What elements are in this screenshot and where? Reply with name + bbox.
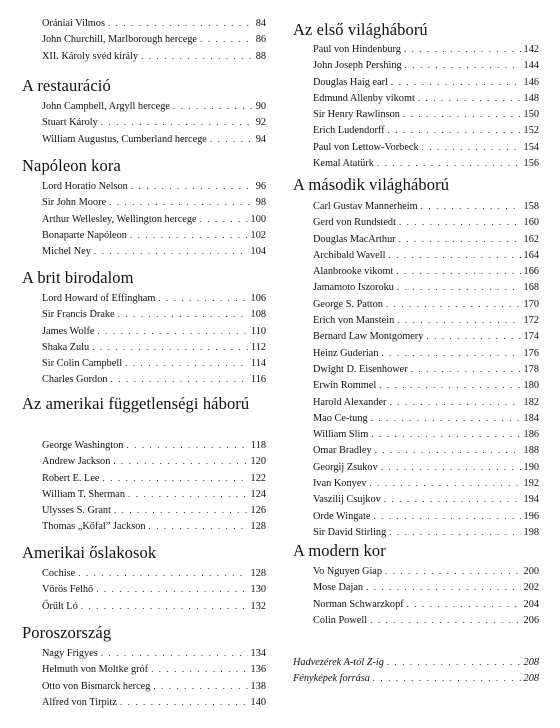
dot-leader	[389, 524, 520, 540]
toc-entry[interactable]	[293, 670, 539, 686]
entry-page-number: 146	[523, 76, 539, 88]
toc-entry[interactable]	[313, 612, 539, 628]
entry-page-number: 192	[523, 478, 539, 490]
toc-entry[interactable]	[313, 231, 539, 247]
toc-entry[interactable]	[42, 486, 266, 502]
section-title-a-restauracio: A restauráció	[22, 76, 111, 95]
toc-entry[interactable]	[313, 74, 539, 90]
dot-leader	[403, 106, 521, 122]
toc-entry[interactable]	[42, 598, 266, 614]
entry-name: Douglas MacArthur	[313, 233, 396, 245]
toc-entry[interactable]	[313, 524, 539, 540]
entry-name: Edmund Allenby vikomt	[313, 92, 415, 104]
dot-leader	[373, 508, 520, 524]
dot-leader	[397, 279, 521, 295]
dot-leader	[94, 243, 248, 259]
entry-page-number: 164	[523, 249, 539, 261]
entry-page-number: 208	[523, 673, 539, 685]
toc-entry[interactable]	[42, 661, 266, 677]
dot-leader	[97, 323, 247, 339]
entry-page-number: 172	[523, 315, 539, 327]
toc-entry[interactable]	[313, 57, 539, 73]
toc-entry[interactable]	[42, 453, 266, 469]
toc-entry[interactable]	[42, 518, 266, 534]
dot-leader	[113, 453, 247, 469]
dot-leader	[373, 670, 521, 686]
dot-leader	[173, 98, 253, 114]
dot-leader	[96, 581, 247, 597]
dot-leader	[371, 426, 520, 442]
entry-name: Dwight D. Eisenhower	[313, 363, 408, 375]
dot-leader	[130, 227, 248, 243]
entry-name: John Joseph Pershing	[313, 60, 402, 72]
dot-leader	[109, 194, 253, 210]
toc-entry[interactable]	[313, 361, 539, 377]
dot-leader	[418, 90, 521, 106]
entry-name: Harold Alexander	[313, 396, 387, 408]
entry-page-number: 140	[250, 696, 266, 708]
entry-name: Arthur Wellesley, Wellington hercege	[42, 213, 197, 225]
entry-page-number: 190	[523, 461, 539, 473]
entry-name: Charles Gordon	[42, 374, 108, 386]
toc-entry[interactable]	[313, 214, 539, 230]
dot-leader	[389, 394, 520, 410]
entry-name: Stuart Károly	[42, 117, 98, 129]
entry-page-number: 98	[255, 197, 266, 209]
dot-leader	[399, 231, 521, 247]
dot-leader	[387, 654, 521, 670]
dot-leader	[411, 361, 521, 377]
entry-name: George Washington	[42, 440, 124, 451]
dot-leader	[81, 598, 248, 614]
entry-page-number: 92	[255, 117, 266, 129]
dot-leader	[126, 437, 247, 453]
entry-name: Cochise	[42, 568, 76, 579]
dot-leader	[108, 15, 253, 31]
dot-leader	[118, 306, 248, 322]
dot-leader	[407, 596, 521, 612]
entry-name: Douglas Haig earl	[313, 76, 388, 88]
toc-entry[interactable]	[313, 459, 539, 475]
dot-leader	[404, 41, 521, 57]
dot-leader	[101, 114, 253, 130]
entry-name: Paul von Hindenburg	[313, 44, 401, 55]
dot-leader	[149, 518, 248, 534]
toc-entry[interactable]	[313, 475, 539, 491]
entry-name: Paul von Lettow-Vorbeck	[313, 141, 419, 153]
toc-entry[interactable]	[313, 296, 539, 312]
dot-leader	[381, 459, 521, 475]
dot-leader	[200, 31, 253, 47]
entry-name: Otto von Bismarck herceg	[42, 680, 151, 692]
toc-entry[interactable]	[313, 155, 539, 171]
toc-entry[interactable]	[313, 247, 539, 263]
entry-name: Lord Howard of Effingham	[42, 293, 156, 304]
dot-leader	[388, 122, 521, 138]
toc-entry[interactable]	[42, 306, 266, 322]
entry-name: Norman Schwarzkopf	[313, 598, 404, 610]
entry-name: Sir Francis Drake	[42, 309, 115, 321]
entry-name: Helmuth von Moltke gróf	[42, 664, 149, 676]
toc-entry[interactable]	[42, 355, 266, 371]
entry-page-number: 194	[523, 494, 539, 506]
toc-entry[interactable]	[42, 323, 266, 339]
toc-entry[interactable]	[42, 645, 266, 661]
entry-page-number: 136	[250, 664, 266, 676]
entry-page-number: 200	[523, 566, 539, 577]
section-title-a-modern-kor: A modern kor	[293, 541, 386, 560]
dot-leader	[102, 470, 247, 486]
entry-page-number: 96	[255, 181, 266, 192]
entry-page-number: 104	[250, 246, 266, 258]
dot-leader	[388, 247, 520, 263]
dot-leader	[153, 678, 247, 694]
entry-name: Archibald Wavell	[313, 249, 386, 261]
entry-page-number: 168	[523, 282, 539, 294]
toc-entry[interactable]	[42, 565, 266, 581]
toc-entry-list	[42, 565, 266, 614]
section-title-az-elso-vilaghaboru: Az első világháború	[293, 20, 428, 39]
entry-page-number: 202	[523, 582, 539, 594]
entry-page-number: 198	[523, 526, 539, 538]
toc-entry[interactable]	[42, 243, 266, 259]
dot-leader	[366, 579, 521, 595]
dot-leader	[114, 502, 248, 518]
toc-entry[interactable]	[313, 139, 539, 155]
entry-name: Ulysses S. Grant	[42, 505, 111, 517]
entry-name: Nagy Frigyes	[42, 648, 98, 659]
toc-entry-list	[42, 290, 266, 388]
entry-page-number: 118	[250, 440, 266, 451]
toc-entry[interactable]	[313, 198, 539, 214]
entry-name: Shaka Zulu	[42, 341, 90, 353]
entry-page-number: 84	[255, 18, 266, 29]
toc-entry[interactable]	[313, 410, 539, 426]
section-title-az-amerikai-fuggetlensegi-haboru: Az amerikai függetlenségi háború	[22, 394, 250, 413]
toc-entry-list	[313, 41, 539, 171]
toc-entry[interactable]	[42, 470, 266, 486]
dot-leader	[426, 328, 520, 344]
entry-name: Gerd von Rundstedt	[313, 217, 396, 229]
entry-page-number: 180	[523, 380, 539, 392]
entry-page-number: 182	[523, 396, 539, 408]
toc-entry[interactable]	[313, 279, 539, 295]
dot-leader	[120, 694, 248, 710]
entry-page-number: 124	[250, 488, 266, 500]
entry-name: Omar Bradley	[313, 445, 372, 457]
dot-leader	[128, 486, 248, 502]
entry-page-number: 100	[250, 213, 266, 225]
entry-page-number: 152	[523, 125, 539, 137]
entry-page-number: 132	[250, 600, 266, 612]
dot-leader	[111, 371, 248, 387]
toc-entry[interactable]	[313, 563, 539, 579]
toc-entry[interactable]	[293, 654, 539, 670]
entry-name: Vaszilij Csujkov	[313, 494, 381, 506]
entry-page-number: 196	[523, 510, 539, 522]
toc-entry-list	[42, 437, 266, 535]
toc-entry[interactable]	[313, 41, 539, 57]
entry-name: Hadvezérek A-tól Z-ig	[293, 657, 384, 668]
entry-page-number: 160	[523, 217, 539, 229]
entry-page-number: 128	[250, 568, 266, 579]
toc-entry-list	[42, 98, 266, 147]
toc-entry[interactable]	[313, 106, 539, 122]
entry-page-number: 148	[523, 92, 539, 104]
entry-name: Erich von Manstein	[313, 315, 395, 327]
toc-entry-list	[313, 198, 539, 540]
entry-page-number: 128	[250, 521, 266, 533]
toc-entry[interactable]	[313, 426, 539, 442]
entry-name: Alfred von Tirpitz	[42, 696, 117, 708]
toc-entry[interactable]	[42, 290, 266, 306]
toc-entry-list	[42, 178, 266, 259]
entry-name: William Slim	[313, 429, 369, 441]
dot-leader	[391, 74, 521, 90]
dot-leader	[369, 475, 520, 491]
entry-page-number: 166	[523, 266, 539, 278]
dot-leader	[371, 410, 521, 426]
entry-page-number: 106	[250, 293, 266, 304]
dot-leader	[397, 312, 520, 328]
entry-page-number: 158	[523, 201, 539, 212]
entry-name: Jamamoto Iszoroku	[313, 282, 394, 294]
toc-entry-list	[313, 563, 539, 628]
entry-name: Heinz Guderian	[313, 347, 379, 359]
entry-name: Robert E. Lee	[42, 472, 100, 484]
entry-page-number: 130	[250, 584, 266, 596]
entry-name: Alanbrooke vikomt	[313, 266, 394, 278]
toc-entry[interactable]	[42, 15, 266, 31]
entry-name: James Wolfe	[42, 325, 95, 337]
dot-leader	[158, 290, 247, 306]
entry-page-number: 204	[523, 598, 539, 610]
toc-entry[interactable]	[42, 694, 266, 710]
toc-entry[interactable]	[313, 90, 539, 106]
entry-name: XII. Károly svéd király	[42, 50, 139, 62]
entry-page-number: 114	[250, 358, 266, 370]
entry-name: Erwin Rommel	[313, 380, 377, 392]
toc-entry[interactable]	[313, 596, 539, 612]
toc-entry[interactable]	[42, 98, 266, 114]
toc-entry[interactable]	[42, 31, 266, 47]
entry-name: Andrew Jackson	[42, 456, 111, 468]
entry-page-number: 186	[523, 429, 539, 441]
toc-entry[interactable]	[42, 131, 266, 147]
toc-entry[interactable]	[42, 678, 266, 694]
entry-name: Orde Wingate	[313, 510, 371, 522]
toc-entry-list	[293, 654, 539, 687]
entry-name: William T. Sherman	[42, 488, 125, 500]
entry-page-number: 144	[523, 60, 539, 72]
dot-leader	[422, 139, 521, 155]
toc-entry[interactable]	[42, 371, 266, 387]
entry-page-number: 154	[523, 141, 539, 153]
entry-page-number: 184	[523, 412, 539, 424]
entry-page-number: 120	[250, 456, 266, 468]
entry-name: John Churchill, Marlborough hercege	[42, 34, 197, 46]
entry-page-number: 162	[523, 233, 539, 245]
dot-leader	[101, 645, 248, 661]
toc-entry[interactable]	[313, 508, 539, 524]
entry-name: Vo Nguyen Giap	[313, 566, 383, 577]
entry-page-number: 206	[523, 614, 539, 626]
entry-name: Carl Gustav Mannerheim	[313, 201, 418, 212]
toc-entry[interactable]	[313, 122, 539, 138]
entry-page-number: 126	[250, 505, 266, 517]
section-title-a-brit-birodalom: A brit birodalom	[22, 268, 134, 287]
entry-page-number: 174	[523, 331, 539, 343]
toc-entry[interactable]	[313, 328, 539, 344]
entry-name: Georgij Zsukov	[313, 461, 378, 473]
entry-page-number: 108	[250, 309, 266, 321]
entry-name: Colin Powell	[313, 614, 368, 626]
dot-leader	[384, 491, 521, 507]
entry-page-number: 142	[523, 44, 539, 55]
entry-page-number: 156	[523, 158, 539, 170]
entry-name: Thomas „Kőfal” Jackson	[42, 521, 146, 533]
toc-entry[interactable]	[313, 312, 539, 328]
toc-entry[interactable]	[42, 178, 266, 194]
entry-name: Sir John Moore	[42, 197, 107, 209]
dot-leader	[151, 661, 247, 677]
dot-leader	[200, 211, 248, 227]
dot-leader	[210, 131, 253, 147]
toc-entry[interactable]	[42, 339, 266, 355]
entry-page-number: 116	[250, 374, 266, 386]
dot-leader	[405, 57, 521, 73]
entry-name: Bonaparte Napóleon	[42, 229, 127, 241]
entry-page-number: 110	[250, 325, 266, 337]
toc-entry[interactable]	[42, 211, 266, 227]
toc-entry[interactable]	[42, 437, 266, 453]
entry-name: Ivan Konyev	[313, 478, 367, 490]
toc-entry[interactable]	[42, 114, 266, 130]
section-title-poroszorszag: Poroszország	[22, 623, 112, 642]
dot-leader	[386, 296, 521, 312]
dot-leader	[377, 155, 521, 171]
entry-page-number: 170	[523, 298, 539, 310]
toc-entry[interactable]	[313, 377, 539, 393]
toc-entry[interactable]	[313, 491, 539, 507]
entry-name: John Campbell, Argyll hercege	[42, 101, 170, 112]
dot-leader	[78, 565, 247, 581]
toc-entry[interactable]	[42, 48, 266, 64]
toc-entry[interactable]	[42, 581, 266, 597]
dot-leader	[92, 339, 248, 355]
entry-name: Michel Ney	[42, 246, 91, 258]
entry-page-number: 178	[523, 363, 539, 375]
dot-leader	[396, 263, 520, 279]
entry-name: Kemal Atatürk	[313, 158, 374, 170]
dot-leader	[141, 48, 253, 64]
entry-page-number: 176	[523, 347, 539, 359]
entry-page-number: 150	[523, 109, 539, 121]
entry-page-number: 208	[523, 657, 539, 668]
section-title-amerikai-oslakosok: Amerikai őslakosok	[22, 543, 157, 562]
dot-leader	[399, 214, 521, 230]
dot-leader	[375, 442, 521, 458]
entry-page-number: 134	[250, 648, 266, 659]
entry-page-number: 112	[250, 341, 266, 353]
toc-entry[interactable]	[313, 442, 539, 458]
entry-name: Lord Horatio Nelson	[42, 181, 128, 192]
entry-page-number: 90	[255, 101, 266, 112]
toc-entry[interactable]	[42, 194, 266, 210]
entry-page-number: 188	[523, 445, 539, 457]
entry-name: Mose Dajan	[313, 582, 364, 594]
entry-name: Sir Colin Campbell	[42, 358, 123, 370]
entry-page-number: 122	[250, 472, 266, 484]
dot-leader	[381, 345, 520, 361]
toc-entry[interactable]	[313, 263, 539, 279]
entry-name: Mao Ce-tung	[313, 412, 368, 424]
toc-entry[interactable]	[42, 227, 266, 243]
dot-leader	[125, 355, 248, 371]
toc-entry[interactable]	[313, 394, 539, 410]
dot-leader	[370, 612, 520, 628]
section-title-napoleon-kora: Napóleon kora	[22, 156, 121, 175]
toc-entry[interactable]	[42, 502, 266, 518]
entry-name: George S. Patton	[313, 298, 383, 310]
toc-entry-list	[42, 15, 266, 64]
entry-name: William Augustus, Cumberland hercege	[42, 133, 207, 145]
entry-name: Sir David Stirling	[313, 526, 387, 538]
toc-entry[interactable]	[313, 579, 539, 595]
entry-name: Erich Ludendorff	[313, 125, 385, 137]
entry-name: Bernard Law Montgomery	[313, 331, 424, 343]
dot-leader	[131, 178, 253, 194]
entry-name: Fényképek forrása	[293, 673, 370, 685]
entry-name: Vörös Felhő	[42, 584, 94, 596]
entry-name: Orániai Vilmos	[42, 18, 105, 29]
entry-name: Sir Henry Rawlinson	[313, 109, 400, 121]
dot-leader	[421, 198, 521, 214]
toc-entry-list	[42, 645, 266, 710]
entry-page-number: 86	[255, 34, 266, 46]
dot-leader	[379, 377, 520, 393]
dot-leader	[385, 563, 521, 579]
entry-page-number: 94	[255, 133, 266, 145]
entry-page-number: 102	[250, 229, 266, 241]
entry-page-number: 138	[250, 680, 266, 692]
section-title-a-masodik-vilaghaboru: A második világháború	[293, 175, 450, 194]
entry-page-number: 88	[255, 50, 266, 62]
entry-name: Őrült Ló	[42, 600, 78, 612]
toc-entry[interactable]	[313, 345, 539, 361]
